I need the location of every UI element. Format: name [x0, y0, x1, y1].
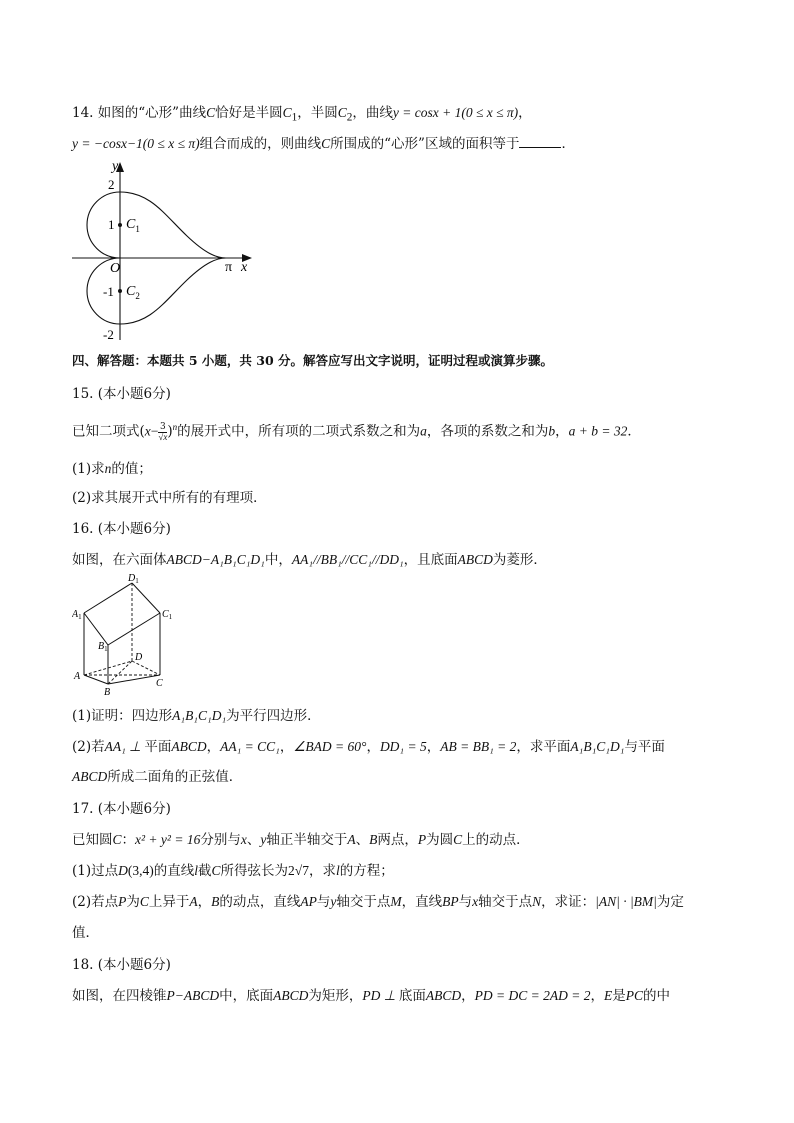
- q16-math: AA₁//BB₁//CC₁//DD₁: [291, 552, 404, 567]
- q17-part-1: [72, 862, 394, 880]
- q17-math: 2√7: [288, 863, 309, 878]
- q16-text: 为菱形．: [492, 552, 547, 568]
- q16-math: ABCD: [171, 739, 207, 754]
- q14-math: y = −cosx−1(0 ≤ x ≤ π): [72, 136, 200, 151]
- q17-text: 截: [198, 863, 212, 879]
- q16-math: AA₁ = CC₁: [220, 739, 280, 754]
- q15-math: x: [144, 423, 151, 439]
- q17-math: C: [211, 863, 221, 878]
- q14-text: ，: [518, 105, 532, 121]
- center-c2-dot: [118, 289, 122, 293]
- q17-math: C: [453, 832, 463, 847]
- q17-math: A: [347, 832, 356, 847]
- section-4-header: 四、解答题：本题共 5 小题，共 30 分。解答应写出文字说明，证明过程或演算步骤。: [72, 353, 554, 368]
- q17-text: 与: [458, 894, 473, 910]
- q16-part-1: [72, 707, 321, 725]
- q17-header: 17. (本小题6分): [72, 801, 171, 817]
- q17-text: ：: [121, 832, 136, 848]
- q18-text: ，: [461, 988, 475, 1004]
- q15-math: −: [150, 423, 159, 439]
- q17-text: ，直线: [401, 894, 443, 910]
- q17-stem: [72, 831, 530, 849]
- q14-math: C: [206, 105, 216, 120]
- q17-text: 分别与: [200, 832, 241, 848]
- q17-text: 上的动点．: [462, 832, 530, 848]
- q16-text: (1)证明：四边形: [72, 708, 173, 724]
- tick-1: 1: [108, 217, 115, 232]
- q17-math: P: [417, 832, 427, 847]
- q18-text: 中，底面: [219, 988, 274, 1004]
- q15-exponent: n: [172, 422, 178, 432]
- label-c: C: [156, 678, 163, 689]
- q17-text: 轴交于点: [336, 894, 391, 910]
- q15-text: 已知二项式(: [72, 423, 145, 440]
- q15-text: 的值；: [111, 461, 152, 477]
- q17-math: x² + y² = 16: [135, 832, 201, 847]
- q15-header: 15. (本小题6分): [72, 386, 171, 402]
- label-a1: $A_1$: [72, 609, 82, 621]
- label-d1: $D_1$: [128, 573, 139, 585]
- q17-math: B: [369, 832, 378, 847]
- q17-text: (1)过点: [72, 863, 119, 879]
- q16-math: AA₁ ⊥: [104, 739, 145, 754]
- q17-math: BP: [442, 894, 459, 909]
- q17-math: (3,4): [127, 863, 154, 878]
- q17-math: N: [532, 894, 542, 909]
- hidden-edge-d-c: [132, 661, 160, 675]
- q17-text: 、: [355, 832, 370, 848]
- q16-text: ，: [206, 739, 221, 755]
- q15-stem: [72, 418, 641, 442]
- q17-text: ，: [197, 894, 212, 910]
- q16-math: ∠BAD = 60°: [293, 739, 367, 754]
- q17-text: (2)若点: [72, 894, 119, 910]
- q14-sub: 2: [346, 111, 353, 124]
- q18-math: ABCD: [273, 988, 309, 1003]
- q16-math: A₁B₁C₁D₁: [570, 739, 625, 754]
- tick-minus-2: -2: [103, 327, 114, 342]
- q17-text: 的直线: [153, 863, 195, 879]
- q15-text: (1)求: [72, 461, 105, 477]
- q17-math: D: [118, 863, 128, 878]
- q16-math: AB = BB₁ = 2: [440, 739, 517, 754]
- q18-math: PD = DC = 2AD = 2: [474, 988, 591, 1003]
- q17-math: y: [330, 894, 337, 909]
- edge-b1-c1: [108, 613, 160, 645]
- tick-2: 2: [108, 177, 115, 192]
- q17-text: 轴正半轴交于: [266, 832, 348, 848]
- c2-label: $C_2$: [126, 284, 140, 301]
- q14-math: y = cosx + 1(0 ≤ x ≤ π): [392, 105, 519, 120]
- q17-text: 、: [246, 832, 261, 848]
- q16-text: (2)若: [72, 739, 105, 755]
- q15-text: 的展开式中，所有项的二项式系数之和为: [177, 423, 421, 440]
- q16-math: ABCD: [457, 552, 493, 567]
- q15-text: ，: [555, 423, 569, 440]
- q15-text: ，各项的系数之和为: [426, 423, 549, 440]
- q18-text: 如图，在四棱锥: [72, 988, 167, 1004]
- q14-line-2: [72, 135, 575, 153]
- q17-text: 所得弦长为: [220, 863, 289, 879]
- q17-part-2-cont: 值．: [72, 925, 99, 941]
- q17-math: x: [472, 894, 479, 909]
- q18-header: 18. (本小题6分): [72, 957, 171, 973]
- semicircle-c1: [87, 192, 120, 258]
- q16-math: ABCD−A₁B₁C₁D₁: [166, 552, 265, 567]
- q15-part-2: (2)求其展开式中所有的有理项．: [72, 490, 267, 506]
- q16-text: 与平面: [624, 739, 665, 755]
- q18-text: 是: [612, 988, 626, 1004]
- q17-math: l: [194, 863, 199, 878]
- q14-text: 14. 如图的“心形”曲线: [72, 105, 207, 121]
- edge-a-b: [84, 675, 108, 684]
- q14-math: C: [321, 136, 331, 151]
- q18-math: PD ⊥: [362, 988, 399, 1003]
- label-b1: $B_1$: [98, 641, 108, 653]
- label-a: A: [74, 671, 81, 682]
- q16-math: A₁B₁C₁D₁: [172, 708, 227, 723]
- pi-label: π: [225, 260, 233, 275]
- q14-text: 恰好是半圆: [215, 105, 283, 121]
- q18-text: 底面: [398, 988, 426, 1004]
- q17-math: AP: [300, 894, 317, 909]
- q15-math: b: [548, 423, 556, 439]
- q17-math: C: [139, 894, 149, 909]
- q15-text: ): [167, 423, 173, 440]
- q17-text: 轴交于点: [478, 894, 533, 910]
- q18-text: 的中: [642, 988, 670, 1004]
- q16-text: ，求平面: [516, 739, 571, 755]
- q16-text: ，: [279, 739, 294, 755]
- q16-math: ABCD: [72, 769, 108, 784]
- label-d: D: [135, 652, 143, 663]
- q16-math: DD₁ = 5: [379, 739, 427, 754]
- q16-text: 如图，在六面体: [72, 552, 167, 568]
- q17-math: A: [189, 894, 198, 909]
- q17-text: 上异于: [148, 894, 190, 910]
- q16-text: 所成二面角的正弦值．: [107, 769, 243, 785]
- hexahedron-figure: [72, 573, 182, 698]
- q17-math: l: [335, 863, 340, 878]
- q17-text: 的动点，直线: [219, 894, 301, 910]
- q18-math: PC: [625, 988, 643, 1003]
- q16-text: 平面: [144, 739, 172, 755]
- q17-math: B: [211, 894, 220, 909]
- q15-math: n: [104, 461, 112, 476]
- q14-sub: 1: [291, 111, 298, 124]
- q14-line-1: [72, 104, 532, 127]
- q17-math: P: [118, 894, 127, 909]
- q18-text: 为矩形，: [308, 988, 363, 1004]
- q15-part-1: [72, 460, 152, 478]
- q17-text: 两点，: [377, 832, 418, 848]
- q18-math: E: [603, 988, 613, 1003]
- q15-fraction: [158, 423, 167, 442]
- q17-text: 为: [126, 894, 140, 910]
- q17-text: 与: [316, 894, 331, 910]
- q17-part-2: [72, 893, 684, 911]
- q17-math: y: [260, 832, 267, 847]
- q18-math: P−ABCD: [166, 988, 220, 1003]
- q18-stem: [72, 987, 670, 1005]
- edge-a1-b1: [84, 613, 108, 645]
- q17-text: 为圆: [426, 832, 454, 848]
- q14-math: C: [282, 105, 292, 120]
- q16-part-2-cont: [72, 768, 242, 786]
- q18-math: ABCD: [425, 988, 462, 1003]
- q16-text: ，: [366, 739, 380, 755]
- y-label: y: [112, 159, 119, 174]
- q16-part-2: [72, 738, 665, 756]
- q17-text: 已知圆: [72, 832, 113, 848]
- fraction-denominator: √x: [158, 431, 168, 442]
- fraction-numerator: 3: [160, 421, 166, 432]
- q17-math: x: [240, 832, 247, 847]
- q16-text: ，: [426, 739, 441, 755]
- q17-text: 为定: [656, 894, 684, 910]
- q17-text: ，求: [308, 863, 336, 879]
- q16-text: 中，: [264, 552, 292, 568]
- label-c1: $C_1$: [162, 609, 173, 621]
- answer-blank[interactable]: [519, 135, 561, 148]
- q15-text: ．: [627, 423, 641, 440]
- q14-math: C: [337, 105, 347, 120]
- tick-minus-1: -1: [103, 284, 114, 299]
- q17-text: ，求证：: [541, 894, 596, 910]
- center-c1-dot: [118, 223, 122, 227]
- q14-text: ．: [561, 136, 575, 152]
- q17-math: C: [112, 832, 122, 847]
- q15-math: a: [420, 423, 427, 439]
- x-label: x: [241, 260, 248, 275]
- q14-text: ，半圆: [297, 105, 338, 121]
- edge-d1-c1: [132, 583, 160, 613]
- heart-curve-figure: [72, 158, 262, 348]
- label-b: B: [104, 687, 111, 698]
- q14-text: 组合而成的，则曲线: [199, 136, 322, 152]
- q15-math: a + b = 32: [568, 423, 628, 439]
- q18-text: ，: [590, 988, 604, 1004]
- q14-text: ，曲线: [352, 105, 393, 121]
- edge-a1-d1: [84, 583, 132, 613]
- q17-math: |AN| · |BM|: [595, 894, 657, 909]
- c1-label: $C_1$: [126, 217, 140, 234]
- q16-header: 16. (本小题6分): [72, 521, 171, 537]
- q16-stem: [72, 551, 547, 569]
- q14-text: 所围成的“心形”区域的面积等于: [330, 136, 520, 152]
- q16-text: ，且底面: [403, 552, 458, 568]
- q16-text: 为平行四边形．: [226, 708, 321, 724]
- origin-label: O: [110, 261, 121, 276]
- q17-text: 的方程；: [339, 863, 394, 879]
- q17-math: M: [390, 894, 402, 909]
